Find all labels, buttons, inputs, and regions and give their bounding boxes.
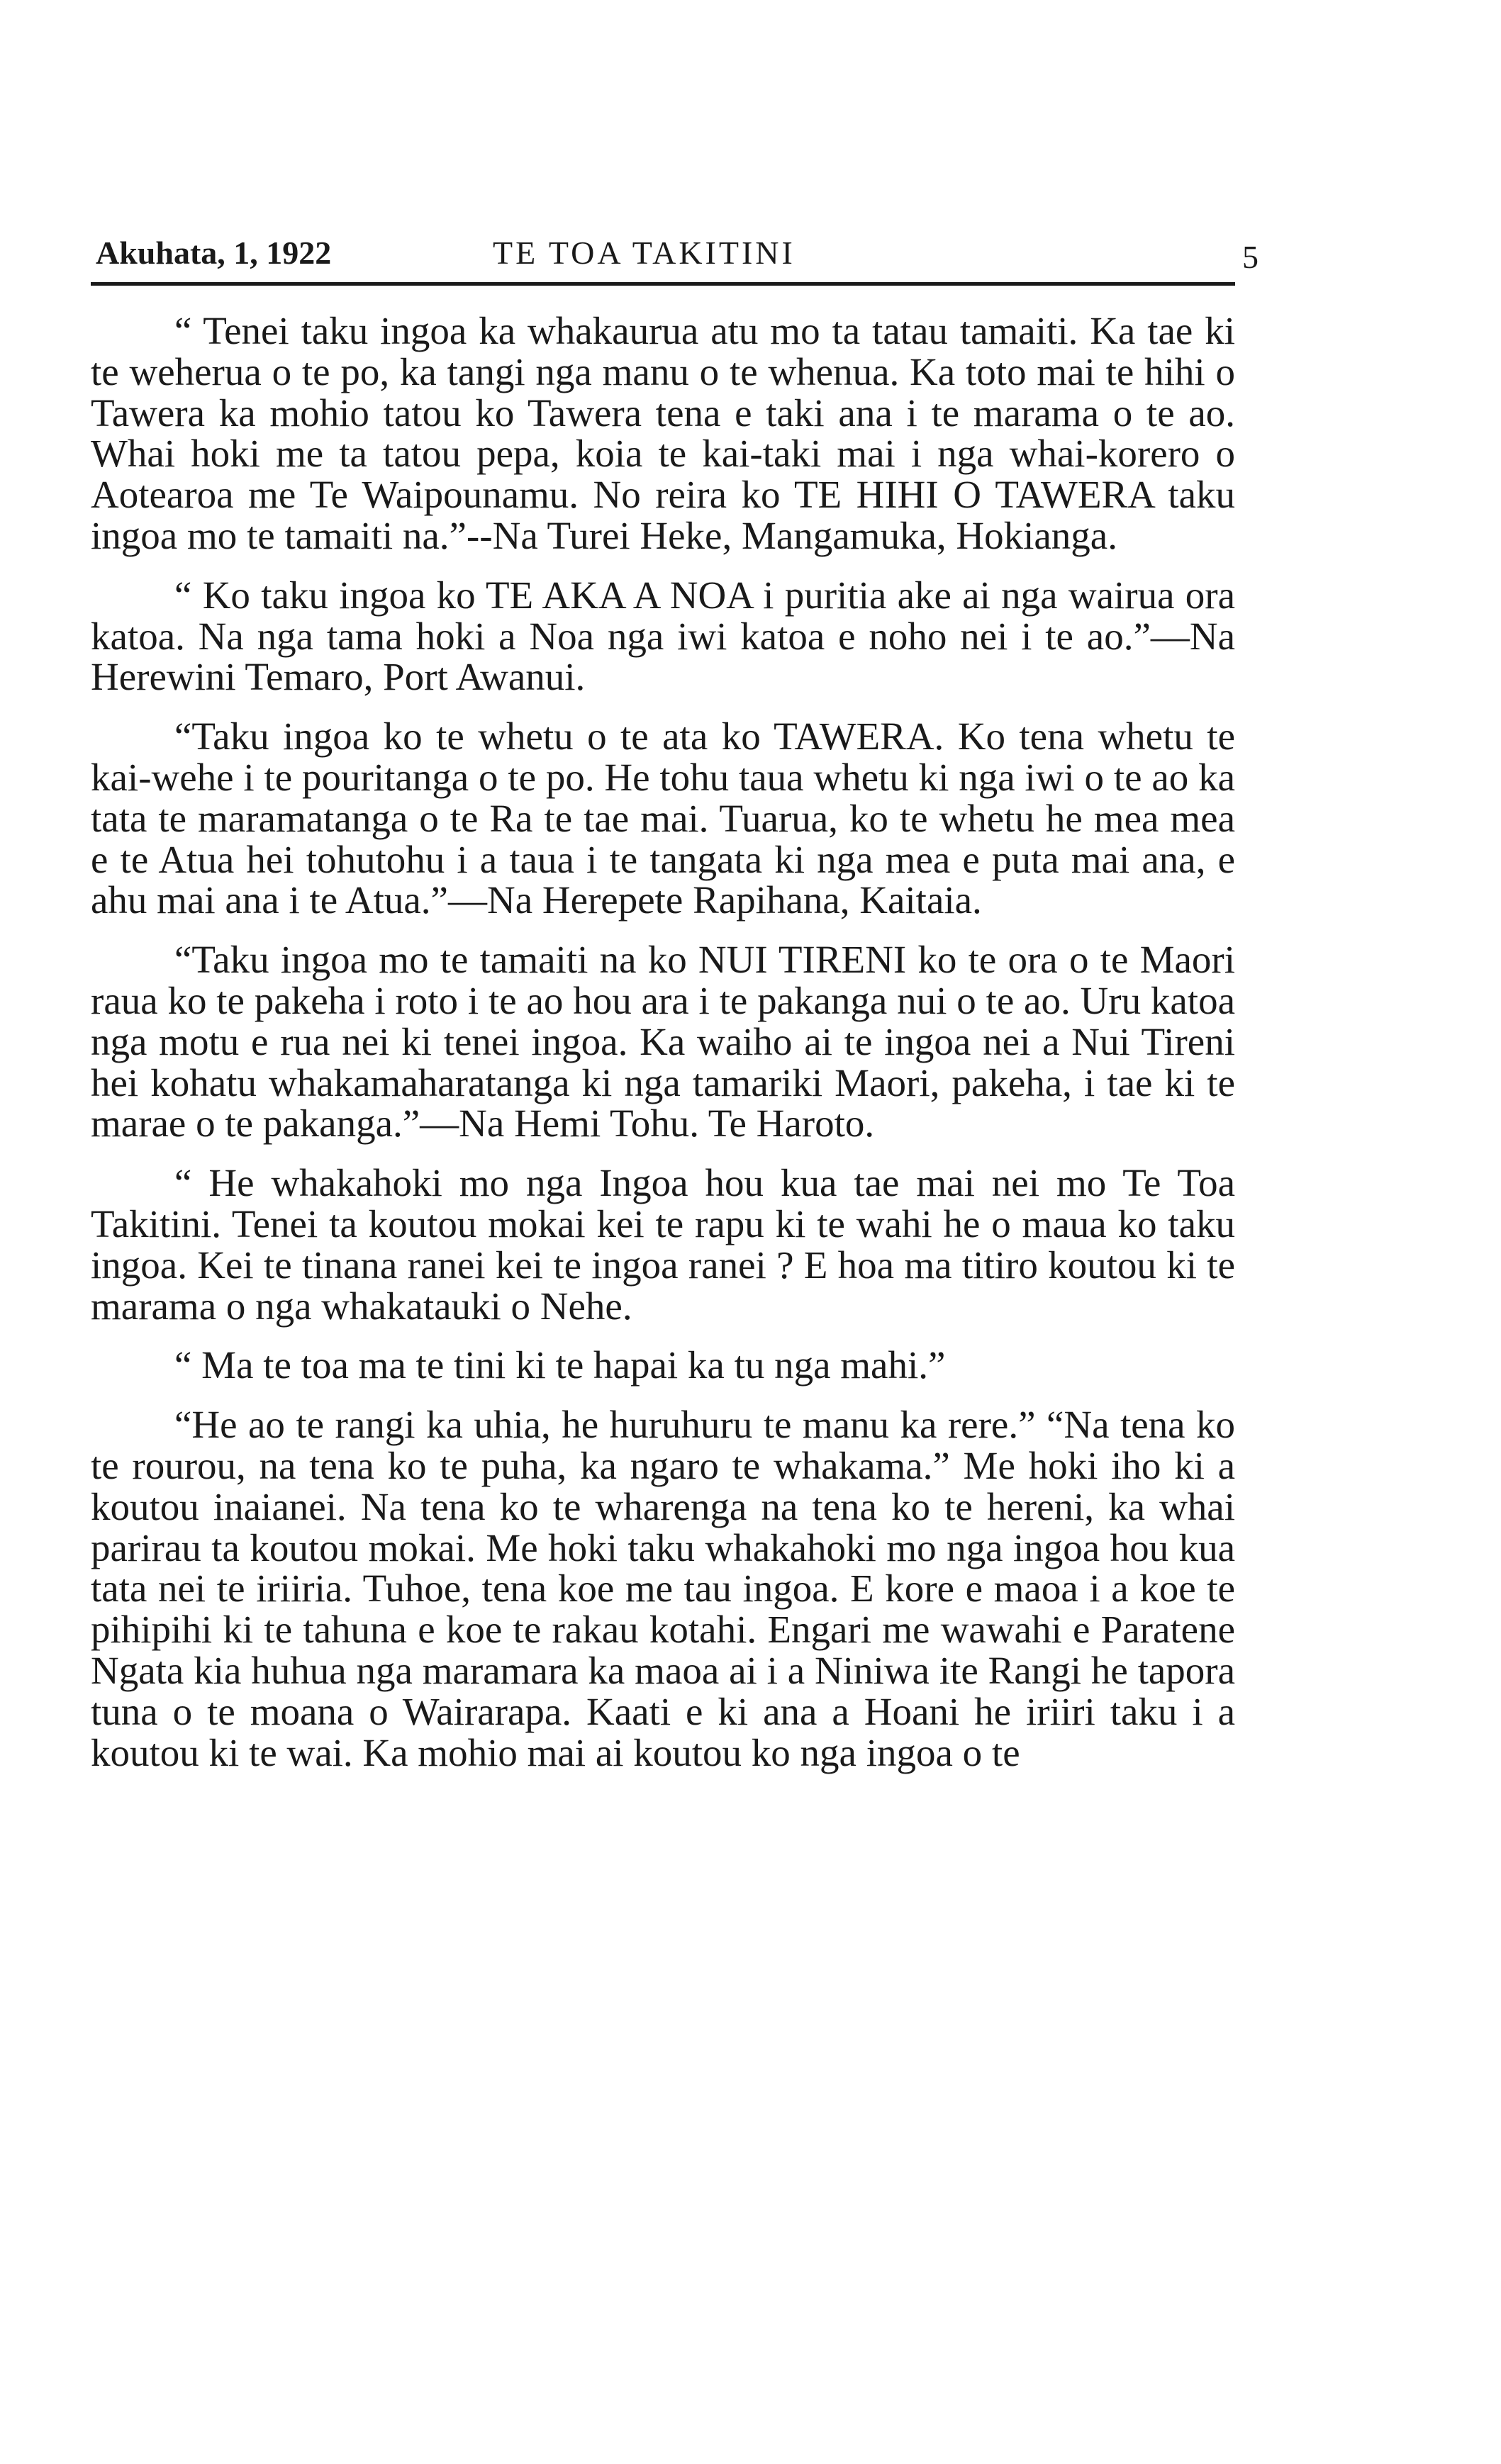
paragraph: “Taku ingoa mo te tamaiti na ko NUI TIRENI ko te ora o te Maori raua ko te pakeha i roto i te ao hou ara i te pakanga nui o te ao. Uru katoa nga motu e rua nei ki tenei ingoa. Ka waiho ai te ingoa nei a Nui Tireni hei kohatu whakamaharatanga ki nga tamariki Maori, pakeha, i tae ki te marae o te pakanga.”—Na Hemi Tohu. Te Haroto. [91,938,1235,1146]
paragraph: “He ao te rangi ka uhia, he huruhuru te manu ka rere.” “Na tena ko te rourou, na tena ko te puha, ka ngaro te whakama.” Me hoki iho ki a koutou inaianei. Na tena ko te wharenga na tena ko te hereni, ka whai parirau ta koutou mokai. Me hoki taku whakahoki mo nga ingoa hou kua tata nei te iriiria. Tuhoe, tena koe me tau ingoa. E kore e maoa i a koe te pihipihi ki te tahuna e koe te rakau kotahi. Engari me wawahi e Paratene Ngata kia huhua nga maramara ka maoa ai i a Niniwa ite Rangi he tapora tuna o te moana o Wairarapa. Kaati e ki ana a Hoani he iriiri taku i a koutou ki te wai. Ka mohio mai ai koutou ko nga ingoa o te [91,1403,1235,1774]
article-body [91,310,1235,1791]
publication-title: TE TOA TAKITINI [493,235,796,271]
paragraph: “ Ma te toa ma te tini ki te hapai ka tu nga mahi.” [174,1343,946,1387]
paragraph: “ Ko taku ingoa ko TE AKA A NOA i puritia ake ai nga wairua ora katoa. Na nga tama hoki a Noa nga iwi katoa e noho nei i te ao.”—Na Herewini Temaro, Port Awanui. [91,573,1235,699]
paragraph: “ Tenei taku ingoa ka whakaurua atu mo ta tatau tamaiti. Ka tae ki te weherua o te po, ka tangi nga manu o te whenua. Ka toto mai te hihi o Tawera ka mohio tatou ko Tawera tena e taki ana i te marama o te ao. Whai hoki me ta tatou pepa, koia te kai-taki mai i nga whai-korero o Aotearoa me Te Waipounamu. No reira ko TE HIHI O TAWERA taku ingoa mo te tamaiti na.”--Na Turei Heke, Mangamuka, Hokianga. [91,309,1235,557]
issue-date: Akuhata, 1, 1922 [96,235,332,271]
paragraph: “ He whakahoki mo nga Ingoa hou kua tae mai nei mo Te Toa Takitini. Tenei ta koutou mokai kei te rapu ki te wahi he o maua ko taku ingoa. Kei te tinana ranei kei te ingoa ranei ? E hoa ma titiro koutou ki te marama o nga whakatauki o Nehe. [91,1161,1235,1328]
paragraph: “Taku ingoa ko te whetu o te ata ko TAWERA. Ko tena whetu te kai-wehe i te pouritanga o te po. He tohu taua whetu ki nga iwi o te ao ka tata te maramatanga o te Ra te tae mai. Tuarua, ko te whetu he mea mea e te Atua hei tohutohu i a taua i te tangata ki nga mea e puta mai ana, e ahu mai ana i te Atua.”—Na Herepete Rapihana, Kaitaia. [91,715,1235,922]
running-header [89,228,1259,278]
header-rule [91,282,1235,286]
page-number: 5 [1242,239,1259,275]
